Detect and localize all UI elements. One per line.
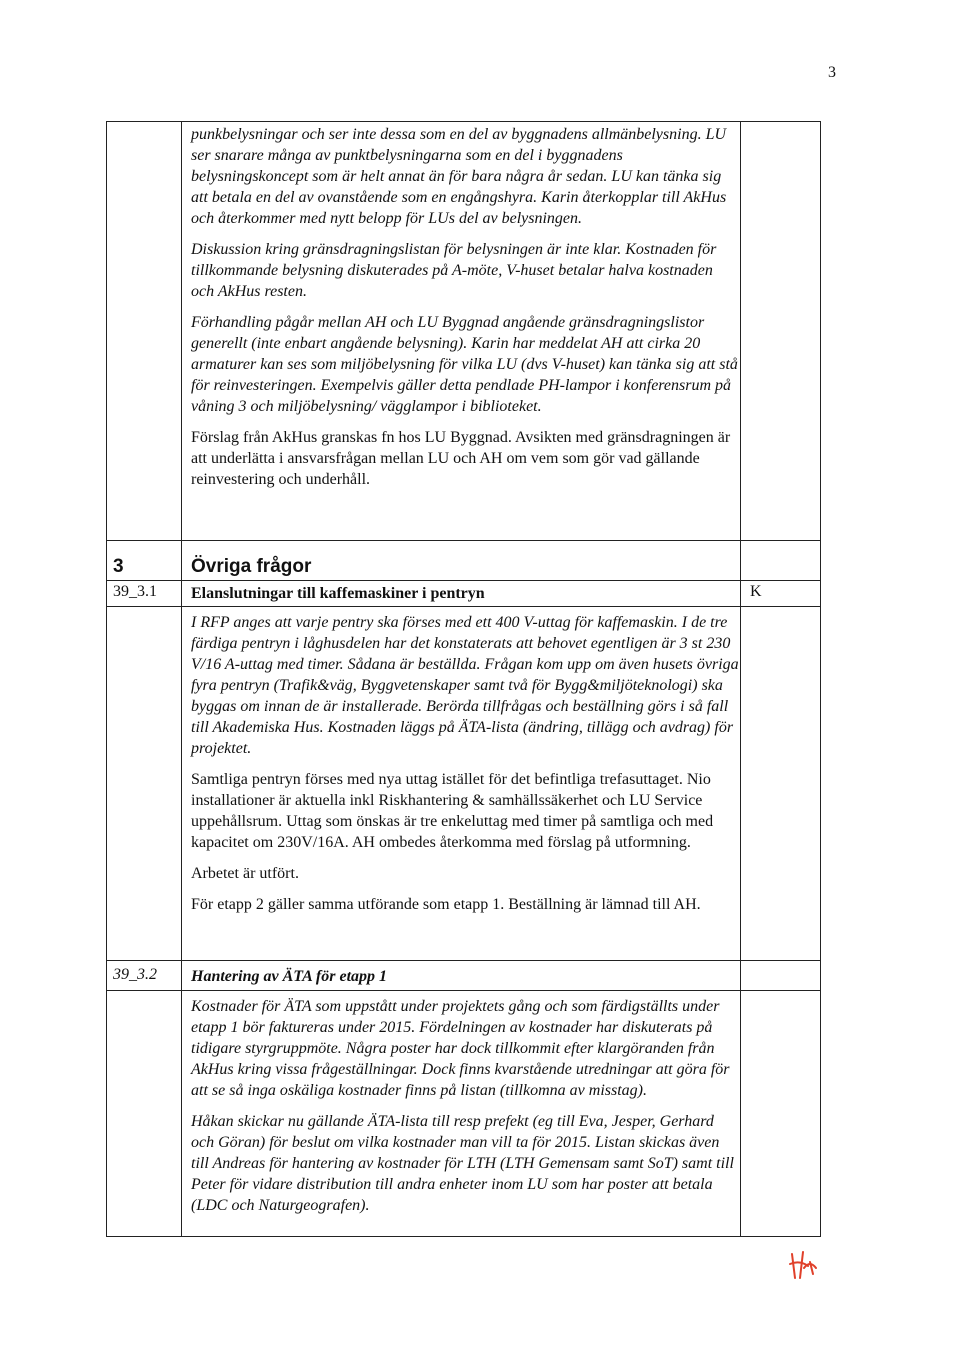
item-1-paragraph-2: Samtliga pentryn förses med nya uttag istället för det befintliga trefasuttaget. Nio installationer är aktuella inkl Riskhantering & samhällssäkerhet och LU Service uppehållsrum. Uttag som önskas är tre enkeluttag med timer på samtliga och med kapacitet om 230V/16A. AH ombedes återkomma med förslag på utformning. — [191, 771, 714, 851]
row-divider — [107, 960, 820, 961]
page-number: 3 — [828, 64, 836, 81]
row-divider — [107, 606, 820, 607]
column-divider-responsible — [740, 122, 741, 1236]
item-responsible-1: K — [750, 583, 762, 600]
continued-paragraph-2: Diskussion kring gränsdragningslistan för belysningen är inte klar. Kostnaden för tillkommande belysning diskuterades på A-möte, V-huset betalar halva kostnaden och AkHus resten. — [191, 241, 717, 300]
minutes-table — [106, 121, 821, 1237]
row-divider — [107, 540, 820, 541]
item-title-1: Elanslutningar till kaffemaskiner i pentryn — [191, 585, 485, 602]
item-body-2 — [191, 996, 739, 1226]
item-1-paragraph-3: Arbetet är utfört. — [191, 865, 299, 882]
item-2-paragraph-1: Kostnader för ÄTA som uppstått under projektets gång och som färdigställts under etapp 1 bör faktureras under 2015. Fördelningen av kostnader har diskuterats på tidigare styrgruppmöte. Några poster har dock tillkommit efter klargöranden från AkHus kring vissa frågeställningar. Dock finns kvarstående utredningar att göra för att se så inga oskäliga kostnader finns på listan (tillkomna av misstag). — [191, 998, 730, 1099]
signature-initials-icon — [786, 1248, 820, 1282]
item-number-2: 39_3.2 — [113, 966, 157, 983]
item-2-paragraph-2: Håkan skickar nu gällande ÄTA-lista till resp prefekt (eg till Eva, Jesper, Gerhard och Göran) för beslut om vilka kostnader man vill ta för 2015. Listan skickas även till Andreas för hantering av kostnader för LTH (LTH Gemensam samt SoT) samt till Peter för vidare distribution till andra enheter inom LU som har poster att betala (LDC och Naturgeografen). — [191, 1113, 734, 1214]
section-number: 3 — [113, 556, 124, 577]
item-1-paragraph-1: I RFP anges att varje pentry ska förses med ett 400 V-uttag för kaffemaskin. I de tre färdiga pentryn i låghusdelen har det konstaterats att behovet egentligen är 3 st 230 V/16 A-uttag med timer. Sådana är beställda. Frågan kom upp om även husets övriga fyra pentryn (Trafik&väg, Byggvetenskaper samt två för Bygg&miljöteknologi) ska byggas om innan de är installerade. Berörda tillfrågas och beställning görs i så fall till Akademiska Hus. Kostnaden läggs på ÄTA-lista (ändring, tillägg och avdrag) för projektet. — [191, 614, 739, 757]
continued-block — [191, 124, 739, 500]
continued-paragraph-4: Förslag från AkHus granskas fn hos LU Byggnad. Avsikten med gränsdragningen är att underlätta i ansvarsfrågan mellan LU och AH om vem som gör vad gällande reinvestering och underhåll. — [191, 429, 731, 488]
section-title: Övriga frågor — [191, 556, 312, 577]
continued-paragraph-1: punkbelysningar och ser inte dessa som en del av byggnadens allmänbelysning. LU ser snarare många av punktbelysningarna som en del i byggnadens belysningskoncept som är helt annat än för bara några år sedan. LU kan tänka sig att betala en del av ovanstående som en engångshyra. Karin återkopplar till AkHus och återkommer med nytt belopp för LUs del av belysningen. — [191, 126, 727, 227]
column-divider-number — [181, 122, 182, 1236]
item-title-2: Hantering av ÄTA för etapp 1 — [191, 968, 388, 985]
item-number-1: 39_3.1 — [113, 583, 157, 600]
row-divider — [107, 990, 820, 991]
item-1-paragraph-4: För etapp 2 gäller samma utförande som etapp 1. Beställning är lämnad till AH. — [191, 896, 701, 913]
row-divider — [107, 580, 820, 581]
continued-paragraph-3: Förhandling pågår mellan AH och LU Byggnad angående gränsdragningslistor generellt (inte enbart angående belysning). Karin har meddelat AH att cirka 20 armaturer kan ses som miljöbelysning för vilka LU (dvs V-huset) kan tänka sig att stå för reinvesteringen. Exempelvis gäller detta pendlade PH-lampor i konferensrum på våning 3 och miljöbelysning/ vägglampor i biblioteket. — [191, 314, 738, 415]
item-body-1 — [191, 612, 739, 925]
